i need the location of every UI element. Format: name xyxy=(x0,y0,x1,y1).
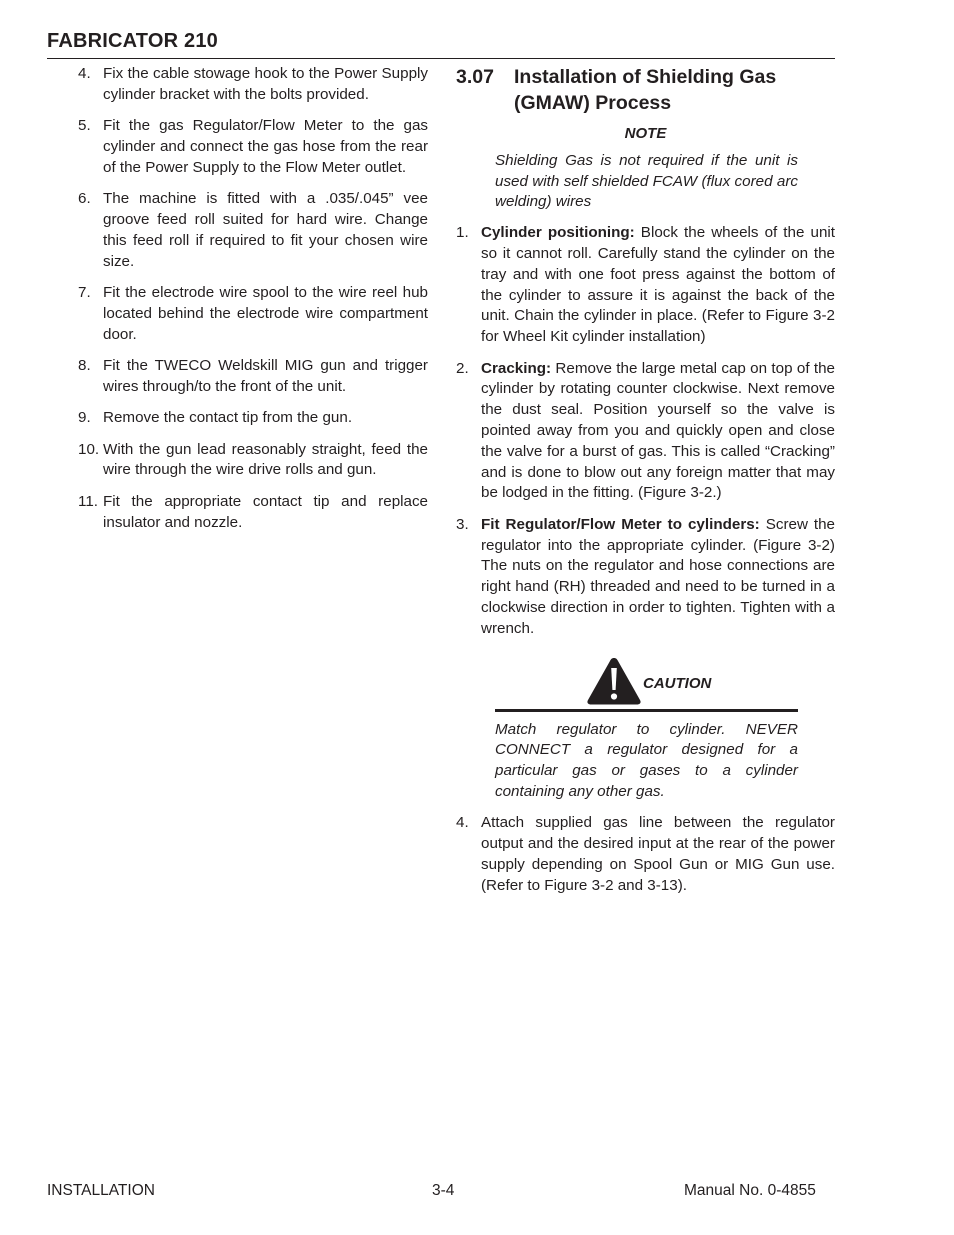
item-number: 10. xyxy=(78,440,100,458)
note-text: Shielding Gas is not required if the unit is used with self shielded FCAW (flux cored arc welding) wires xyxy=(495,151,798,211)
caution-rule xyxy=(495,709,798,712)
footer-section-name: INSTALLATION xyxy=(47,1182,155,1199)
item-text: Fit the appropriate contact tip and replace insulator and nozzle. xyxy=(103,492,428,531)
item-text: Fit the TWECO Weldskill MIG gun and trigger wires through/to the front of the unit. xyxy=(103,356,428,395)
section-heading xyxy=(456,64,835,116)
caution-text: Match regulator to cylinder. NEVER CONNECT a regulator designed for a particular gas or gases to a cylinder containing any other gas. xyxy=(495,720,798,800)
item-text xyxy=(481,359,835,505)
item-text: The machine is fitted with a .035/.045” vee groove feed roll suited for hard wire. Change this feed roll if required to fit your chosen wire size. xyxy=(103,190,428,270)
item-number: 4. xyxy=(456,814,469,832)
item-body: Screw the regulator into the appropriate cylinder. (Figure 3-2) The nuts on the regulator and hose connections are right hand (RH) threaded and need to be turned in a clockwise direction in order to tighten. Tighten with a wrench. xyxy=(481,515,836,637)
list-item xyxy=(456,359,835,505)
item-lead: Cracking: xyxy=(481,359,552,377)
section-number: 3.07 xyxy=(456,66,494,88)
list-item xyxy=(78,283,428,345)
caution-label: CAUTION xyxy=(643,674,712,692)
item-lead: Cylinder positioning: xyxy=(481,224,635,242)
list-item xyxy=(78,440,428,482)
caution-box xyxy=(495,656,798,712)
item-number: 2. xyxy=(456,359,469,377)
item-number: 3. xyxy=(456,515,469,533)
item-text: Fit the gas Regulator/Flow Meter to the gas cylinder and connect the gas hose from the rear of the Power Supply to the Flow Meter outlet. xyxy=(103,117,428,176)
item-lead: Fit Regulator/Flow Meter to cylinders: xyxy=(481,515,760,533)
item-text: Fix the cable stowage hook to the Power Supply cylinder bracket with the bolts provided. xyxy=(103,65,428,103)
item-body: Block the wheels of the unit so it cannot roll. Carefully stand the cylinder on the tray and with one foot press against the bottom of the cylinder to assure it is against the back of the unit. Chain the cylinder in place. (Refer to Figure 3-2 for Wheel Kit cylinder installation) xyxy=(481,224,835,346)
item-number: 8. xyxy=(78,356,91,374)
list-item xyxy=(78,64,428,106)
item-text xyxy=(481,223,835,348)
note-heading: NOTE xyxy=(624,125,667,142)
left-column xyxy=(78,64,428,544)
list-item xyxy=(456,223,835,348)
list-item xyxy=(456,813,835,896)
list-item xyxy=(78,116,428,178)
header-rule xyxy=(47,58,835,59)
list-item xyxy=(78,189,428,272)
list-item xyxy=(456,515,835,640)
item-text: Attach supplied gas line between the regulator output and the desired input at the rear of the power supply depending on Spool Gun or MIG Gun use. (Refer to Figure 3-2 and 3-13). xyxy=(481,814,835,894)
item-number: 9. xyxy=(78,409,91,427)
item-text xyxy=(481,515,835,640)
item-number: 4. xyxy=(78,65,91,82)
section-title: Installation of Shielding Gas (GMAW) Process xyxy=(514,66,777,114)
warning-triangle-icon xyxy=(586,656,642,706)
list-item xyxy=(78,492,428,534)
item-number: 11. xyxy=(78,492,98,510)
item-text: Remove the contact tip from the gun. xyxy=(103,409,353,427)
item-number: 1. xyxy=(456,224,469,242)
item-number: 5. xyxy=(78,117,91,135)
item-text: With the gun lead reasonably straight, feed the wire through the wire drive rolls and gun. xyxy=(103,440,428,479)
item-number: 6. xyxy=(78,190,91,208)
right-column xyxy=(456,64,835,907)
footer-manual-number: Manual No. 0-4855 xyxy=(684,1182,816,1199)
list-item xyxy=(78,356,428,398)
item-body: Remove the large metal cap on top of the cylinder by rotating counter clockwise. Next remove the dust seal. Position yourself so the valve is pointed away from you and quickly open and close the valve for a burst of gas. This is called “Cracking” and is done to blow out any foreign matter that may be lodged in the fitting. (Figure 3-2.) xyxy=(481,359,835,502)
list-item xyxy=(78,408,428,429)
item-text: Fit the electrode wire spool to the wire reel hub located behind the electrode wire compartment door. xyxy=(103,283,428,343)
footer-page-number: 3-4 xyxy=(432,1182,455,1199)
page-header-title: FABRICATOR 210 xyxy=(47,30,218,52)
item-number: 7. xyxy=(78,283,91,301)
